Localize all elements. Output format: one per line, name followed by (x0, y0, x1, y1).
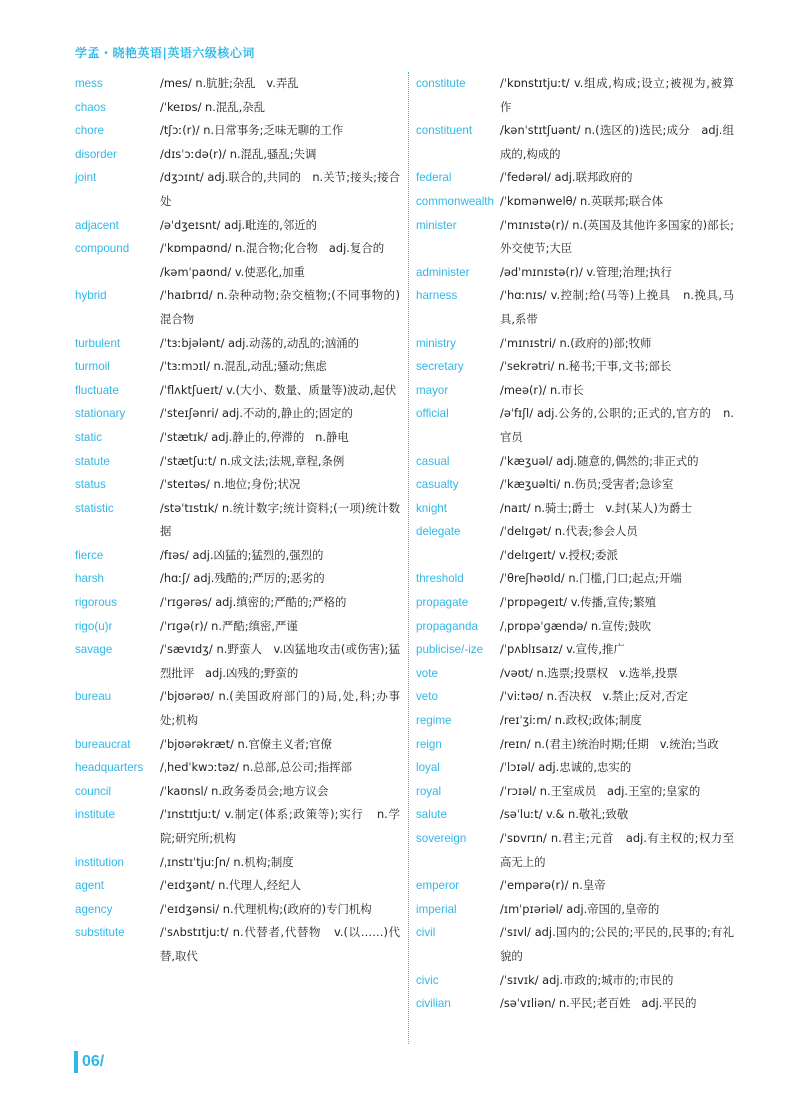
vocab-definition: /kənˈstɪtʃuənt/ n.(选区的)选民;成分 adj.组成的,构成的 (500, 123, 734, 161)
vocab-word: status (75, 478, 106, 492)
vocab-definition: /ˈsɒvrɪn/ n.君主;元首 adj.有主权的;权力至高无上的 (500, 831, 734, 869)
vocab-word: bureau (75, 690, 112, 704)
vocab-definition: /ˈsɪvɪk/ adj.市政的;城市的;市民的 (500, 972, 674, 987)
vocab-entry (75, 803, 400, 850)
vocab-entry (416, 898, 734, 922)
vocab-word: statistic (75, 501, 114, 515)
vocab-entry (416, 615, 734, 639)
page-number: 06/ (82, 1053, 105, 1070)
vocab-definition: /ˈbjʊərəkræt/ n.官僚主义者;官僚 (160, 736, 332, 751)
page-header: 学孟・晓艳英语|英语六级核心词 (75, 46, 255, 60)
vocab-word: rigorous (75, 596, 117, 610)
vocab-word: minister (416, 218, 457, 232)
vocab-word: civic (416, 973, 439, 987)
page-footer (74, 1051, 104, 1073)
vocab-definition: /ədˈmɪnɪstə(r)/ v.管理;治理;执行 (500, 264, 672, 279)
vocab-word: publicise/-ize (416, 643, 484, 657)
vocab-word: rigo(u)r (75, 619, 113, 633)
vocab-definition: /ˈviːtəʊ/ n.否决权 v.禁止;反对,否定 (500, 689, 688, 704)
vocab-definition: /ˈdelɪɡət/ n.代表;参会人员 (500, 524, 638, 539)
vocab-definition: /fɪəs/ adj.凶猛的;猛烈的,强烈的 (160, 547, 324, 562)
vocab-definition: /ˈrɪɡərəs/ adj.缜密的;严酷的;严格的 (160, 595, 347, 610)
vocab-word: casualty (416, 478, 459, 492)
vocab-definition: /ˈkɒnstɪtjuːt/ v.组成,构成;设立;被视为,被算作 (500, 76, 734, 114)
vocab-definition: /ˈθreʃhəʊld/ n.门槛,门口;起点;开端 (500, 571, 682, 586)
vocab-definition: /reɪn/ n.(君主)统治时期;任期 v.统治;当政 (500, 736, 719, 751)
vocab-entry (416, 544, 734, 568)
vocab-word: imperial (416, 902, 457, 916)
vocab-entry (75, 166, 400, 213)
vocab-definition: /ˈkɒmənwelθ/ n.英联邦;联合体 (500, 193, 664, 208)
vocab-word: administer (416, 265, 470, 279)
vocab-entry (75, 615, 400, 639)
vocab-entry (75, 733, 400, 757)
vocab-entry (75, 851, 400, 875)
vocab-word: constituent (416, 124, 473, 138)
vocab-entry (75, 898, 400, 922)
vocab-word: reign (416, 737, 442, 751)
vocab-entry (75, 402, 400, 426)
vocab-word: institution (75, 855, 124, 869)
vocab-entry (416, 827, 734, 874)
vocab-entry (416, 379, 734, 403)
vocab-entry (416, 992, 734, 1016)
vocab-entry (416, 567, 734, 591)
vocab-definition: /ˈlɔɪəl/ adj.忠诚的,忠实的 (500, 760, 632, 775)
page-number-bar (74, 1051, 78, 1073)
vocab-definition: /reɪˈʒiːm/ n.政权;政体;制度 (500, 713, 642, 728)
vocab-definition: /ˈhɑːnɪs/ v.控制;给(马等)上挽具 n.挽具,马具,系带 (500, 288, 734, 326)
vocab-definition: /ˈsteɪtəs/ n.地位;身份;状况 (160, 477, 301, 492)
vocab-word: civilian (416, 997, 451, 1011)
vocab-entry (416, 756, 734, 780)
vocab-word (75, 261, 160, 285)
vocab-definition: /ˈkaʊnsl/ n.政务委员会;地方议会 (160, 783, 329, 798)
vocab-word: chore (75, 124, 105, 138)
vocab-entry (75, 473, 400, 497)
vocab-word (416, 544, 500, 568)
vocab-word: council (75, 784, 112, 798)
vocab-word: mess (75, 77, 103, 90)
vocab-definition: /ˈkæʒuəlti/ n.伤员;受害者;急诊室 (500, 477, 674, 492)
vocab-word: threshold (416, 572, 464, 586)
vocab-entry (75, 638, 400, 685)
vocab-definition: /ˈsʌbstɪtjuːt/ n.代替者,代替物 v.(以……)代替,取代 (160, 925, 400, 963)
vocab-definition: /ˈstætʃuːt/ n.成文法;法规,章程,条例 (160, 453, 345, 468)
vocab-entry (416, 284, 734, 331)
vocab-entry (75, 685, 400, 732)
vocab-entry (75, 921, 400, 968)
column-divider (408, 72, 409, 1044)
vocab-word: disorder (75, 147, 117, 161)
vocab-word: constitute (416, 77, 466, 90)
vocab-word: turbulent (75, 336, 121, 350)
vocab-definition: /ˈtɜːbjələnt/ adj.动荡的,动乱的;汹涌的 (160, 335, 360, 350)
vocab-entry (416, 638, 734, 662)
vocab-word: static (75, 430, 103, 444)
vocab-definition: /dʒɔɪnt/ adj.联合的,共同的 n.关节;接头;接合处 (160, 170, 400, 208)
vocab-definition: /vəʊt/ n.选票;投票权 v.选举,投票 (500, 665, 678, 680)
vocab-definition: /ˈkæʒuəl/ adj.随意的,偶然的;非正式的 (500, 453, 699, 468)
vocab-entry (416, 685, 734, 709)
vocab-definition: /ˌɪnstɪˈtjuːʃn/ n.机构;制度 (160, 854, 294, 869)
vocab-entry (75, 567, 400, 591)
vocab-definition: /ˈɪnstɪtjuːt/ v.制定(体系;政策等);实行 n.学院;研究所;机构 (160, 807, 400, 845)
vocab-definition: /ˈsekrətri/ n.秘书;干事,文书;部长 (500, 359, 672, 374)
vocab-word: fierce (75, 548, 104, 562)
vocab-entry (75, 426, 400, 450)
vocab-entry (75, 780, 400, 804)
vocab-word: joint (75, 171, 97, 185)
vocab-definition: /əˈfɪʃl/ adj.公务的,公职的;正式的,官方的 n.官员 (500, 406, 734, 444)
vocab-entry (75, 119, 400, 143)
vocab-entry (416, 780, 734, 804)
vocab-word: official (416, 407, 449, 421)
vocab-entry (416, 166, 734, 190)
vocab-word: regime (416, 714, 452, 728)
vocab-entry (416, 190, 734, 214)
vocab-word: propagate (416, 596, 469, 610)
vocab-definition: /meə(r)/ n.市长 (500, 382, 584, 397)
vocab-word: harness (416, 289, 458, 303)
vocab-definition: /ˈdelɪɡeɪt/ v.授权;委派 (500, 547, 618, 562)
vocab-entry (416, 332, 734, 356)
vocab-word: substitute (75, 926, 125, 940)
vocab-entry (416, 72, 734, 119)
vocab-word: statute (75, 454, 110, 468)
vocab-word: vote (416, 666, 438, 680)
vocab-entry (75, 874, 400, 898)
vocab-entry (416, 709, 734, 733)
vocab-entry (75, 591, 400, 615)
vocab-entry (75, 72, 400, 96)
vocab-word: salute (416, 808, 447, 822)
vocab-definition: /ˈsteɪʃənri/ adj.不动的,静止的;固定的 (160, 406, 353, 421)
vocab-definition: /ˈbjʊərəʊ/ n.(美国政府部门的)局,处,科;办事处;机构 (160, 689, 400, 728)
vocab-word: civil (416, 926, 436, 940)
vocab-entry (75, 544, 400, 568)
vocab-word: federal (416, 171, 452, 185)
vocab-definition: /ˈkeɪɒs/ n.混乱,杂乱 (160, 99, 266, 114)
vocab-definition: /səˈluːt/ v.& n.敬礼;致敬 (500, 807, 629, 822)
vocab-entry (75, 214, 400, 238)
vocab-definition: /hɑːʃ/ adj.残酷的;严厉的;恶劣的 (160, 571, 325, 586)
vocab-entry (75, 96, 400, 120)
vocab-definition: /mes/ n.肮脏;杂乱 v.弄乱 (160, 76, 299, 90)
vocab-word: turmoil (75, 360, 110, 374)
vocab-definition: /ˈrɔɪəl/ n.王室成员 adj.王室的;皇家的 (500, 783, 701, 798)
vocab-word: savage (75, 643, 113, 657)
vocab-word: casual (416, 454, 450, 468)
vocab-entry (75, 379, 400, 403)
vocab-entry (416, 214, 734, 261)
vocab-entry (416, 969, 734, 993)
vocab-definition: /ˈsævɪdʒ/ n.野蛮人 v.凶猛地攻击(或伤害);猛烈批评 adj.凶残的;野蛮的 (160, 642, 400, 680)
vocab-entry (75, 497, 400, 544)
vocab-entry (416, 803, 734, 827)
vocab-word: mayor (416, 383, 449, 397)
vocab-word: veto (416, 690, 438, 704)
vocab-word: compound (75, 242, 130, 256)
vocab-word: fluctuate (75, 383, 119, 397)
vocab-entry (416, 662, 734, 686)
vocab-definition: /kəmˈpaʊnd/ v.使恶化,加重 (160, 264, 305, 279)
vocab-word: chaos (75, 100, 106, 114)
vocab-entry (416, 921, 734, 968)
vocab-definition: /ˌprɒpəˈɡændə/ n.宣传;鼓吹 (500, 618, 652, 633)
vocab-word: ministry (416, 336, 456, 350)
vocab-definition: /ˈflʌktʃueɪt/ v.(大小、数量、质量等)波动,起伏 (160, 382, 397, 397)
vocab-definition: /tʃɔː(r)/ n.日常事务;乏味无聊的工作 (160, 123, 344, 138)
vocab-entry (75, 143, 400, 167)
vocab-entry (416, 261, 734, 285)
vocab-word: loyal (416, 761, 440, 775)
left-column (75, 72, 400, 969)
vocab-definition: /ˈmɪnɪstə(r)/ n.(英国及其他许多国家的)部长;外交使节;大臣 (500, 217, 734, 256)
vocab-word: bureaucrat (75, 737, 131, 751)
vocab-entry (75, 261, 400, 285)
vocab-word: delegate (416, 525, 461, 539)
vocab-word: harsh (75, 572, 105, 586)
vocab-definition: /dɪsˈɔːdə(r)/ n.混乱,骚乱;失调 (160, 146, 317, 161)
vocab-definition: /ˈkɒmpaʊnd/ n.混合物;化合物 adj.复合的 (160, 241, 385, 256)
vocab-entry (416, 473, 734, 497)
vocab-entry (416, 402, 734, 449)
vocab-entry (416, 450, 734, 474)
vocab-word: knight (416, 501, 447, 515)
vocab-definition: /ˈsɪvl/ adj.国内的;公民的;平民的,民事的;有礼貌的 (500, 925, 734, 963)
vocab-definition: /ˈpʌblɪsaɪz/ v.宣传,推广 (500, 642, 625, 657)
vocab-entry (416, 874, 734, 898)
vocab-entry (416, 119, 734, 166)
vocab-entry (75, 756, 400, 780)
vocab-word: hybrid (75, 289, 107, 303)
vocab-definition: /əˈdʒeɪsnt/ adj.毗连的,邻近的 (160, 217, 318, 232)
vocab-word: royal (416, 784, 442, 798)
right-column (416, 72, 734, 1016)
vocab-word: emperor (416, 879, 460, 893)
vocab-entry (75, 332, 400, 356)
vocab-definition: /ˈmɪnɪstri/ n.(政府的)部;牧师 (500, 335, 652, 350)
vocab-definition: /ˈeɪdʒənsi/ n.代理机构;(政府的)专门机构 (160, 901, 372, 916)
vocab-entry (416, 591, 734, 615)
vocab-entry (75, 284, 400, 331)
vocab-word: agent (75, 879, 105, 893)
vocab-entry (416, 497, 734, 521)
vocab-word: commonwealth (416, 194, 494, 208)
vocab-definition: /səˈvɪliən/ n.平民;老百姓 adj.平民的 (500, 996, 697, 1011)
vocab-definition: /ˈhaɪbrɪd/ n.杂种动物;杂交植物;(不同事物的)混合物 (160, 288, 400, 326)
vocab-word: adjacent (75, 218, 119, 232)
vocab-definition: /ˈtɜːmɔɪl/ n.混乱,动乱;骚动;焦虑 (160, 359, 327, 374)
vocab-definition: /stəˈtɪstɪk/ n.统计数字;统计资料;(一项)统计数据 (160, 500, 400, 539)
vocab-word: institute (75, 808, 115, 822)
vocab-entry (75, 450, 400, 474)
vocab-entry (416, 733, 734, 757)
vocab-word: propaganda (416, 619, 478, 633)
vocab-entry (75, 355, 400, 379)
vocab-word: secretary (416, 360, 464, 374)
vocab-definition: /ɪmˈpɪəriəl/ adj.帝国的,皇帝的 (500, 901, 660, 916)
vocab-definition: /ˈprɒpəɡeɪt/ v.传播,宣传;繁殖 (500, 595, 657, 610)
vocab-definition: /ˈempərə(r)/ n.皇帝 (500, 878, 606, 893)
vocab-entry (75, 237, 400, 261)
vocab-entry (416, 520, 734, 544)
vocab-definition: /ˈstætɪk/ adj.静止的,停滞的 n.静电 (160, 429, 349, 444)
vocab-definition: /ˈrɪɡə(r)/ n.严酷;缜密,严谨 (160, 618, 298, 633)
vocab-entry (416, 355, 734, 379)
vocab-definition: /naɪt/ n.骑士;爵士 v.封(某人)为爵士 (500, 500, 693, 515)
vocab-definition: /ˈeɪdʒənt/ n.代理人,经纪人 (160, 878, 301, 893)
vocab-definition: /ˌhedˈkwɔːtəz/ n.总部,总公司;指挥部 (160, 760, 352, 775)
vocab-word: headquarters (75, 761, 144, 775)
vocab-word: stationary (75, 407, 126, 421)
vocab-word: sovereign (416, 832, 467, 845)
vocab-definition: /ˈfedərəl/ adj.联邦政府的 (500, 170, 633, 185)
vocab-word: agency (75, 902, 113, 916)
